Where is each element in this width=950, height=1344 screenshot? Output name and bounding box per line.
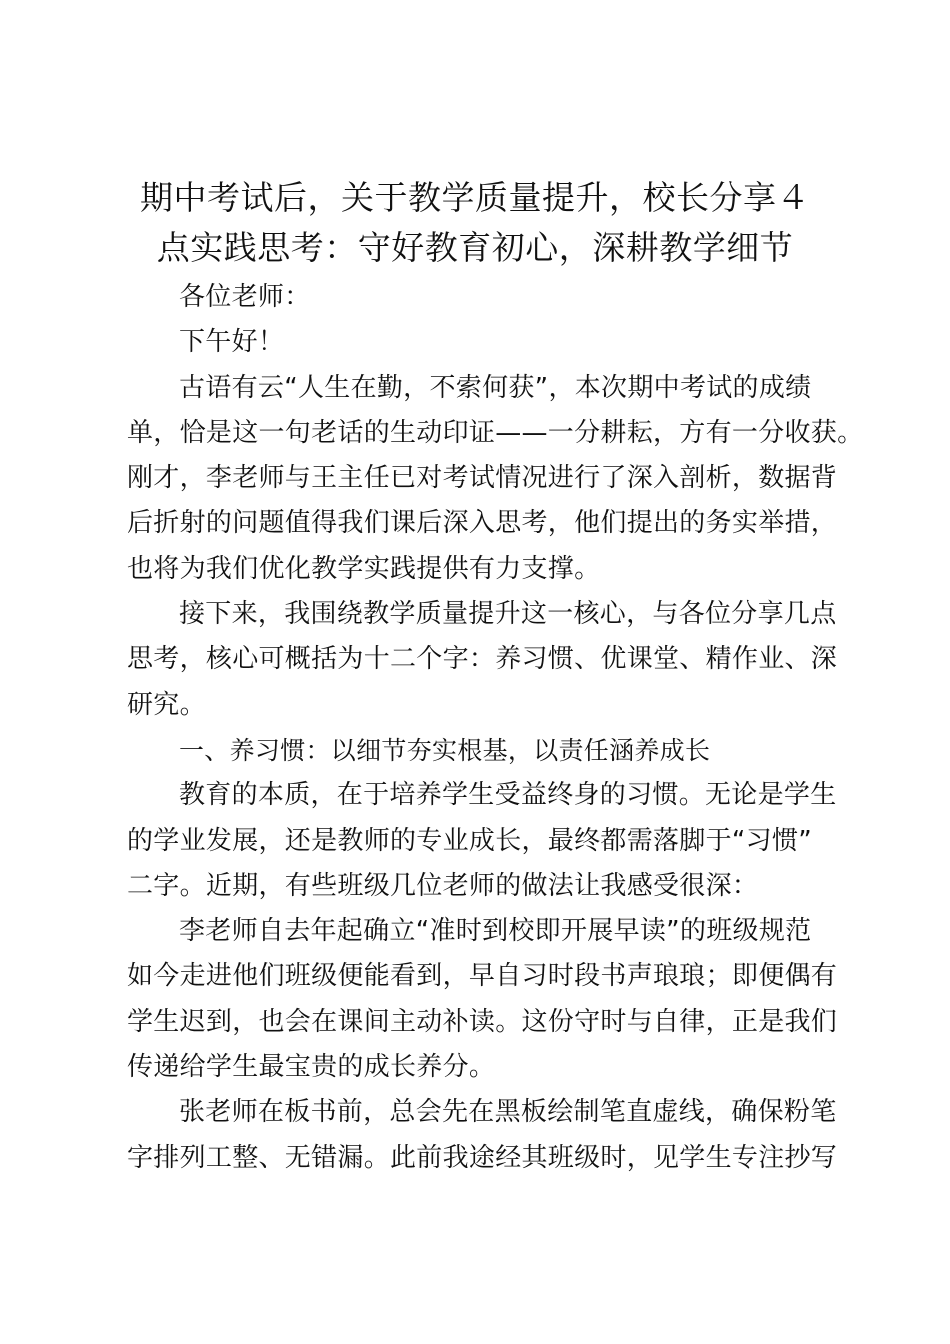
body-text-line: 思考，核心可概括为十二个字：养习惯、优课堂、精作业、深 xyxy=(127,644,838,675)
body-text-line: 后折射的问题值得我们课后深入思考，他们提出的务实举措， xyxy=(127,508,838,539)
body-text-line: 下午好！ xyxy=(179,327,285,358)
body-text-line: 也将为我们优化教学实践提供有力支撑。 xyxy=(127,553,601,584)
body-text-line: 如今走进他们班级便能看到，早自习时段书声琅琅；即便偶有 xyxy=(127,961,838,992)
document-title-line-1: 期中考试后，关于教学质量提升，校长分享４ xyxy=(140,178,810,217)
document-title-line-2: 点实践思考：守好教育初心，深耕教学细节 xyxy=(156,228,794,267)
body-text-line: 李老师自去年起确立“准时到校即开展早读”的班级规范 xyxy=(179,916,812,947)
section-heading: 一、养习惯：以细节夯实根基，以责任涵养成长 xyxy=(179,735,711,765)
body-text-line: 教育的本质，在于培养学生受益终身的习惯。无论是学生 xyxy=(179,780,837,811)
body-text-line: 二字。近期，有些班级几位老师的做法让我感受很深： xyxy=(127,870,759,901)
document-body xyxy=(127,275,864,1181)
body-text-line: 古语有云“人生在勤，不索何获”，本次期中考试的成绩 xyxy=(179,372,812,403)
body-text-line: 各位老师： xyxy=(179,282,311,312)
body-text-line: 刚才，李老师与王主任已对考试情况进行了深入剖析，数据背 xyxy=(127,463,838,494)
body-text-line: 字排列工整、无错漏。此前我途经其班级时，见学生专注抄写 xyxy=(127,1142,838,1173)
body-text-line: 的学业发展，还是教师的专业成长，最终都需落脚于“习惯” xyxy=(127,825,813,856)
body-text-line: 研究。 xyxy=(127,689,206,720)
body-text-line: 接下来，我围绕教学质量提升这一核心，与各位分享几点 xyxy=(179,599,837,630)
body-text-line: 传递给学生最宝贵的成长养分。 xyxy=(127,1052,496,1083)
body-text-line: 单，恰是这一句老话的生动印证——一分耕耘，方有一分收获。 xyxy=(127,417,864,448)
body-text-line: 张老师在板书前，总会先在黑板绘制笔直虚线，确保粉笔 xyxy=(179,1097,837,1128)
body-text-line: 学生迟到，也会在课间主动补读。这份守时与自律，正是我们 xyxy=(127,1006,838,1037)
